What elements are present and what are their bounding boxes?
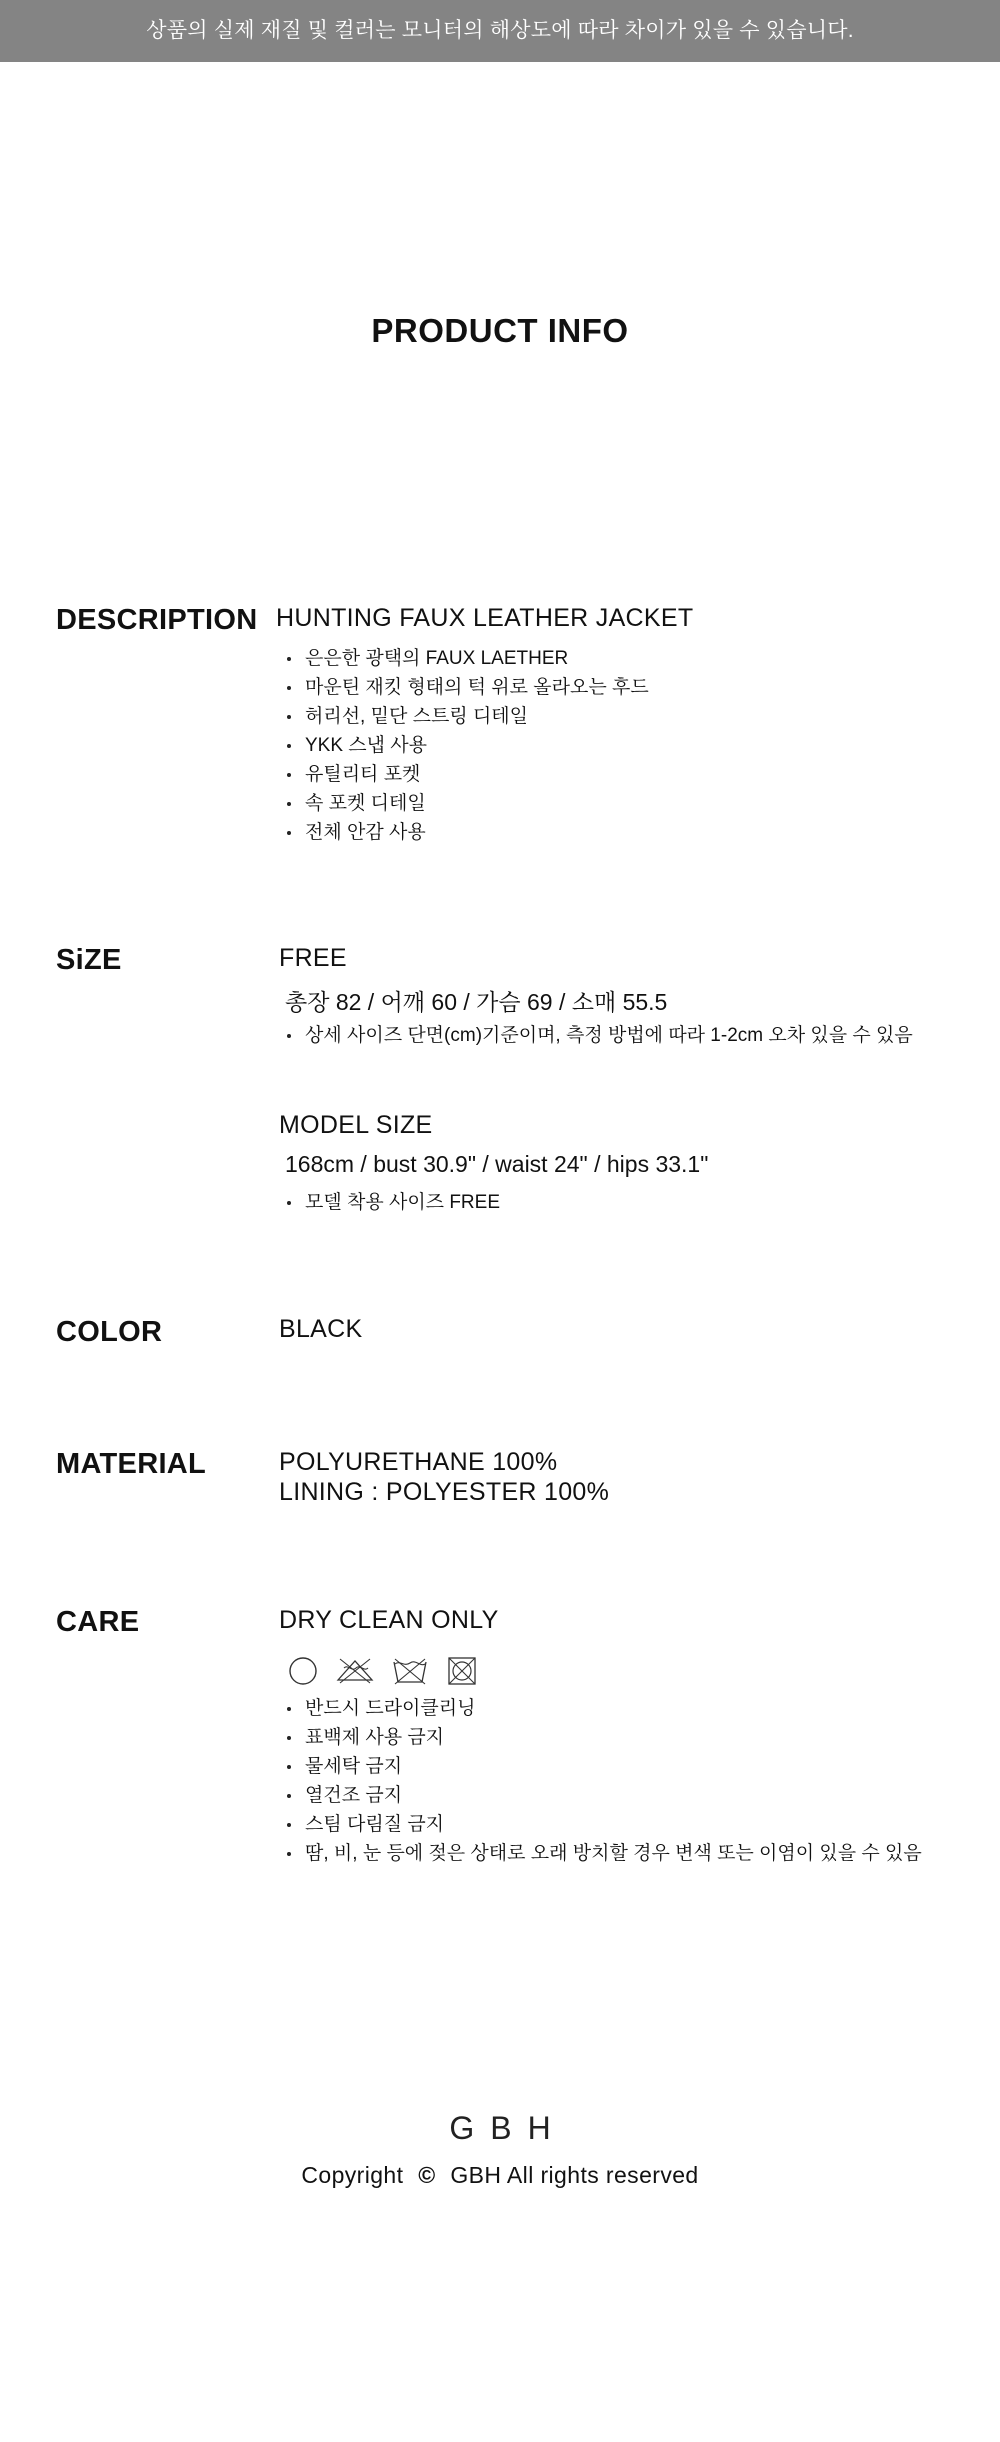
size-bullets (285, 1021, 913, 1050)
list-item: 유틸리티 포켓 (285, 760, 649, 789)
size-heading: SiZE (56, 944, 122, 976)
copyright-icon: © (418, 2162, 436, 2188)
material-heading: MATERIAL (56, 1448, 207, 1480)
model-bullets (285, 1188, 500, 1217)
care-value: DRY CLEAN ONLY (279, 1606, 499, 1634)
color-heading: COLOR (56, 1316, 163, 1348)
material-line-2: LINING : POLYESTER 100% (279, 1478, 610, 1506)
list-item: 전체 안감 사용 (285, 818, 649, 847)
list-item: 열건조 금지 (285, 1781, 922, 1810)
list-item: 반드시 드라이클리닝 (285, 1694, 922, 1723)
size-label: FREE (279, 944, 347, 972)
description-heading: DESCRIPTION (56, 604, 258, 636)
copyright-suffix: GBH All rights reserved (450, 2162, 699, 2188)
model-measurements: 168cm / bust 30.9" / waist 24" / hips 33.1" (285, 1151, 709, 1177)
care-bullets (285, 1694, 922, 1868)
list-item: 은은한 광택의 FAUX LAETHER (285, 644, 649, 673)
size-measurements: 총장 82 / 어깨 60 / 가슴 69 / 소매 55.5 (285, 989, 668, 1015)
list-item: 마운틴 재킷 형태의 턱 위로 올라오는 후드 (285, 673, 649, 702)
dry-clean-icon (288, 1656, 318, 1686)
page-title: PRODUCT INFO (371, 312, 629, 349)
no-tumble-dry-icon (446, 1656, 478, 1686)
footer-copyright (0, 2162, 1000, 2189)
notice-bar: 상품의 실제 재질 및 컬러는 모니터의 해상도에 따라 차이가 있을 수 있습니다. (0, 0, 1000, 62)
copyright-prefix: Copyright (301, 2162, 404, 2188)
care-heading: CARE (56, 1606, 140, 1638)
list-item: 허리선, 밑단 스트링 디테일 (285, 702, 649, 731)
no-wash-icon (392, 1656, 428, 1686)
list-item: 땀, 비, 눈 등에 젖은 상태로 오래 방치할 경우 변색 또는 이염이 있을 수 있음 (285, 1839, 922, 1868)
list-item: 상세 사이즈 단면(cm)기준이며, 측정 방법에 따라 1-2cm 오차 있을 수 있음 (285, 1021, 913, 1050)
list-item: 스팀 다림질 금지 (285, 1810, 922, 1839)
care-icons (288, 1656, 478, 1686)
product-name: HUNTING FAUX LEATHER JACKET (276, 604, 694, 632)
list-item: 모델 착용 사이즈 FREE (285, 1188, 500, 1217)
list-item: 표백제 사용 금지 (285, 1723, 922, 1752)
model-size-label: MODEL SIZE (279, 1111, 433, 1139)
list-item: 속 포켓 디테일 (285, 789, 649, 818)
color-value: BLACK (279, 1315, 363, 1343)
list-item: 물세탁 금지 (285, 1752, 922, 1781)
material-line-1: POLYURETHANE 100% (279, 1448, 558, 1476)
no-bleach-icon (336, 1656, 374, 1686)
footer-logo: GBH (449, 2110, 567, 2146)
list-item: YKK 스냅 사용 (285, 731, 649, 760)
description-bullets (285, 644, 649, 847)
